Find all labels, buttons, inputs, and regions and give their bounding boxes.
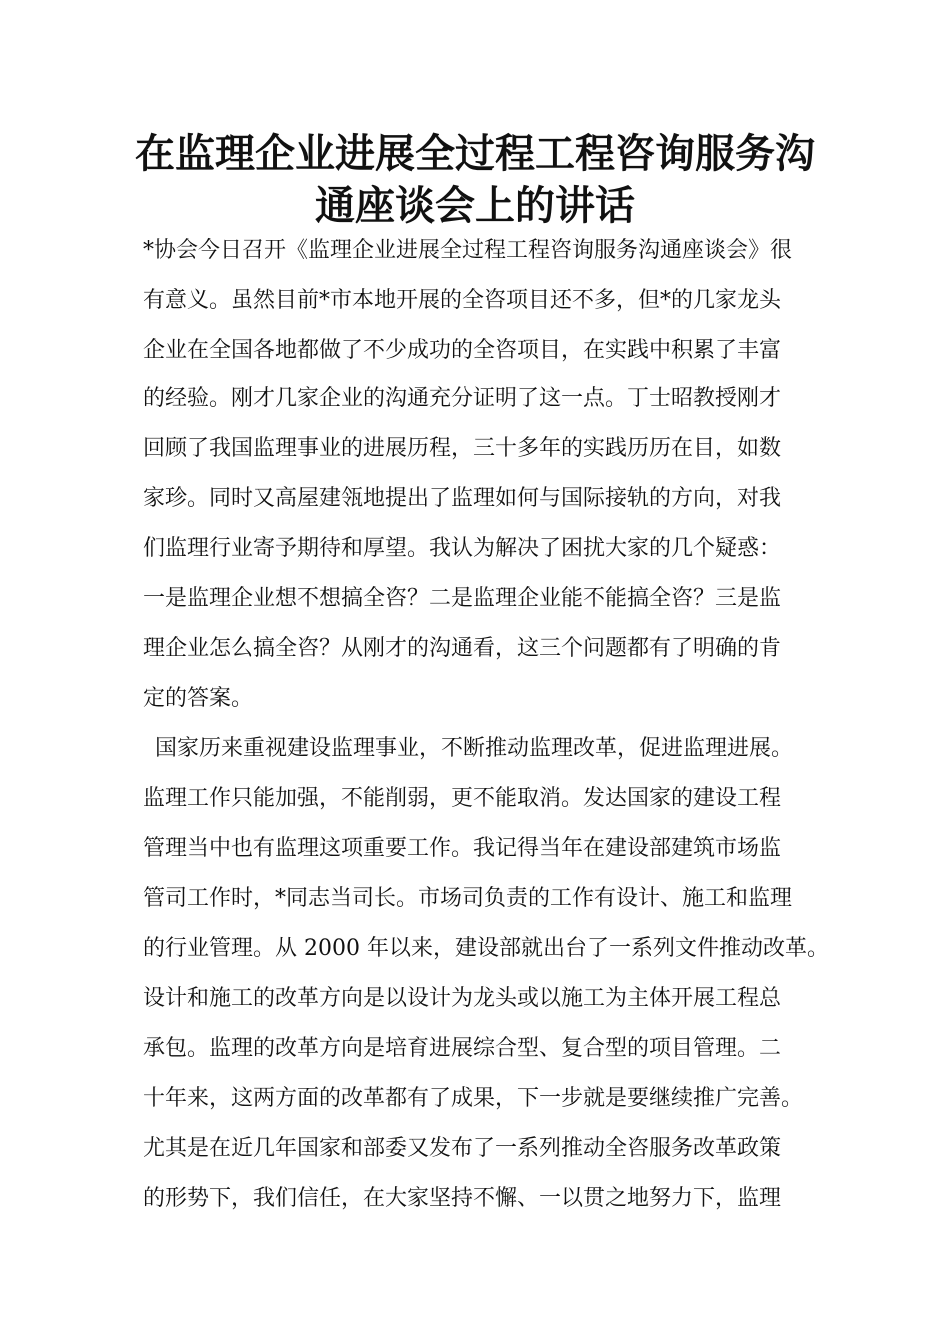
paragraph-line: 一是监理企业想不想搞全咨？二是监理企业能不能搞全咨？三是监: [143, 586, 782, 611]
document-title-line-2: 通座谈会上的讲话: [315, 183, 635, 229]
paragraph-line: 十年来，这两方面的改革都有了成果，下一步就是要继续推广完善。: [143, 1086, 804, 1111]
paragraph-line: 的形势下，我们信任，在大家坚持不懈、一以贯之地努力下，监理: [143, 1186, 782, 1211]
paragraph-line: 监理工作只能加强，不能削弱，更不能取消。发达国家的建设工程: [143, 786, 782, 811]
paragraph-line: 定的答案。: [143, 686, 254, 711]
paragraph-line: 管理当中也有监理这项重要工作。我记得当年在建设部建筑市场监: [143, 836, 782, 861]
paragraph-line: 的行业管理。从 2000 年以来，建设部就出台了一系列文件推动改革。: [143, 936, 829, 961]
paragraph-line: 们监理行业寄予期待和厚望。我认为解决了困扰大家的几个疑惑：: [143, 536, 782, 561]
paragraph-line: 家珍。同时又高屋建瓴地提出了监理如何与国际接轨的方向，对我: [143, 486, 782, 511]
paragraph-line: 回顾了我国监理事业的进展历程，三十多年的实践历历在目，如数: [143, 436, 782, 461]
paragraph-line: 尤其是在近几年国家和部委又发布了一系列推动全咨服务改革政策: [143, 1136, 782, 1161]
paragraph-line: 企业在全国各地都做了不少成功的全咨项目，在实践中积累了丰富: [143, 338, 782, 363]
paragraph-line: 理企业怎么搞全咨？从刚才的沟通看，这三个问题都有了明确的肯: [143, 636, 782, 661]
paragraph-line: 有意义。虽然目前*市本地开展的全咨项目还不多，但*的几家龙头: [143, 288, 782, 313]
paragraph-line: 国家历来重视建设监理事业，不断推动监理改革，促进监理进展。: [155, 736, 794, 761]
paragraph-line: 的经验。刚才几家企业的沟通充分证明了这一点。丁士昭教授刚才: [143, 386, 782, 411]
paragraph-line: 承包。监理的改革方向是培育进展综合型、复合型的项目管理。二: [143, 1036, 782, 1061]
paragraph-line: *协会今日召开《监理企业进展全过程工程咨询服务沟通座谈会》很: [143, 238, 793, 263]
paragraph-line: 管司工作时，*同志当司长。市场司负责的工作有设计、施工和监理: [143, 886, 793, 911]
paragraph-line: 设计和施工的改革方向是以设计为龙头或以施工为主体开展工程总: [143, 986, 782, 1011]
document-title-line-1: 在监理企业进展全过程工程咨询服务沟: [135, 131, 815, 177]
